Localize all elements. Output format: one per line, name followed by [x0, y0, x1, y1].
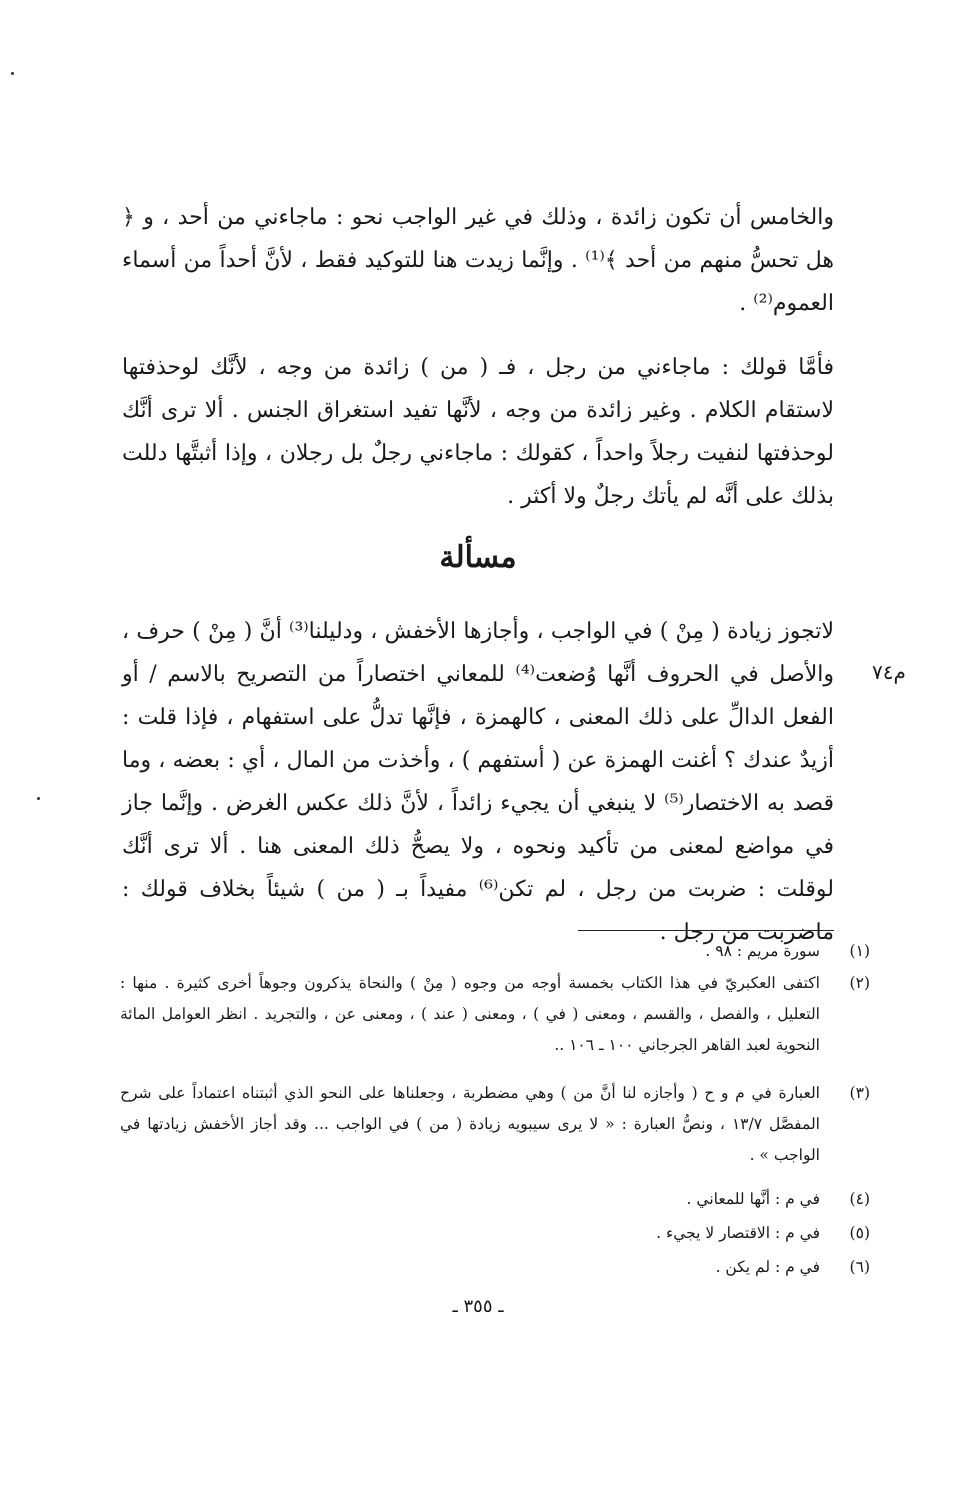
footnote-text: في م : الاقتصار لا يجيء . — [656, 1224, 820, 1242]
footnote-text: سورة مريم : ٩٨ . — [705, 942, 820, 960]
footnote-divider — [578, 930, 834, 931]
paragraph-3 — [122, 610, 834, 954]
footnote-text: العبارة في م و ح ( وأجازه لنا أنَّ من ) وهي مضطربة ، وجعلناها على النحو الذي أثبتناه اعتماداً على شرح المفصَّل ١٣/٧ ، ونصُّ العبارة : « لا يرى سيبويه زيادة ( من ) في الواجب ... وقد أجاز الأخفش زيادتها في الواجب » . — [120, 1084, 820, 1164]
paragraph-text: فأمَّا قولك : ماجاءني من رجل ، فـ ( من ) زائدة من وجه ، لأنَّك لوحذفتها لاستقام الكلام . وغير زائدة من وجه ، لأنَّها تفيد استغراق الجنس . ألا ترى أنَّك لوحذفتها لنفيت رجلاً واحداً ، كقولك : ماجاءني رجلٌ بل رجلان ، وإذا أثبتَّها دللت بذلك على أنَّه لم يأتك رجلٌ ولا أكثر . — [122, 355, 834, 509]
section-heading: مسألة — [439, 540, 517, 575]
footnote — [120, 1078, 870, 1171]
footnote — [120, 1218, 870, 1249]
margin-note: م٧٤ — [872, 660, 906, 684]
scan-speck — [11, 72, 14, 75]
scan-speck — [37, 797, 40, 800]
paragraph-2 — [122, 346, 834, 518]
footnote-number: (٥) — [849, 1224, 870, 1242]
footnote-text: اكتفى العكبريّ في هذا الكتاب بخمسة أوجه من وجوه ( مِنْ ) والنحاة يذكرون وجوهاً أخرى كثيرة . منها : التعليل ، والفصل ، والقسم ، ومعنى ( في ) ، ومعنى ( عند ) ، ومعنى عن ، والتجريد . انظر العوامل المائة النحوية لعبد القاهر الجرجاني ١٠٠ ـ ١٠٦ .. — [120, 974, 820, 1054]
page-number: ـ ٣٥٥ ـ — [452, 1296, 504, 1317]
paragraph-text: لاتجوز زيادة ( مِنْ ) في الواجب ، وأجازها الأخفش ، ودليلنا⁽³⁾ أنَّ ( مِنْ ) حرف ، والأصل في الحروف أنَّها وُضعت⁽⁴⁾ للمعاني اختصاراً من التصريح بالاسم / أو الفعل الدالِّ على ذلك المعنى ، كالهمزة ، فإنَّها تدلُّ على استفهام ، فإذا قلت : أزيدٌ عندك ؟ أغنت الهمزة عن ( أستفهم ) ، وأخذت من المال ، أي : بعضه ، وما قصد به الاختصار⁽⁵⁾ لا ينبغي أن يجيء زائداً ، لأنَّ ذلك عكس الغرض . وإنَّما جاز في مواضع لمعنى من تأكيد ونحوه ، ولا يصحُّ ذلك المعنى هنا . ألا ترى أنَّك لوقلت : ضربت من رجل ، لم تكن⁽⁶⁾ مفيداً بـ ( من ) شيئاً بخلاف قولك : ماضربت من رجل . — [122, 619, 835, 945]
footnote — [120, 1252, 870, 1283]
paragraph-1 — [122, 196, 834, 325]
footnote — [120, 968, 870, 1061]
paragraph-text: والخامس أن تكون زائدة ، وذلك في غير الواجب نحو : ماجاءني من أحد ، و ﴿ هل تحسُّ منهم من أحد ﴾⁽¹⁾ . وإنَّما زيدت هنا للتوكيد فقط ، لأنَّ أحداً من أسماء العموم⁽²⁾ . — [122, 205, 835, 316]
footnote-text: في م : لم يكن . — [715, 1258, 820, 1276]
footnote-number: (٣) — [849, 1084, 870, 1102]
footnote-number: (٤) — [849, 1190, 870, 1208]
footnote-number: (٢) — [849, 974, 870, 992]
footnote — [120, 936, 870, 967]
footnote — [120, 1184, 870, 1215]
footnote-number: (١) — [849, 942, 870, 960]
footnote-text: في م : أنَّها للمعاني . — [686, 1190, 820, 1208]
footnote-number: (٦) — [849, 1258, 870, 1276]
